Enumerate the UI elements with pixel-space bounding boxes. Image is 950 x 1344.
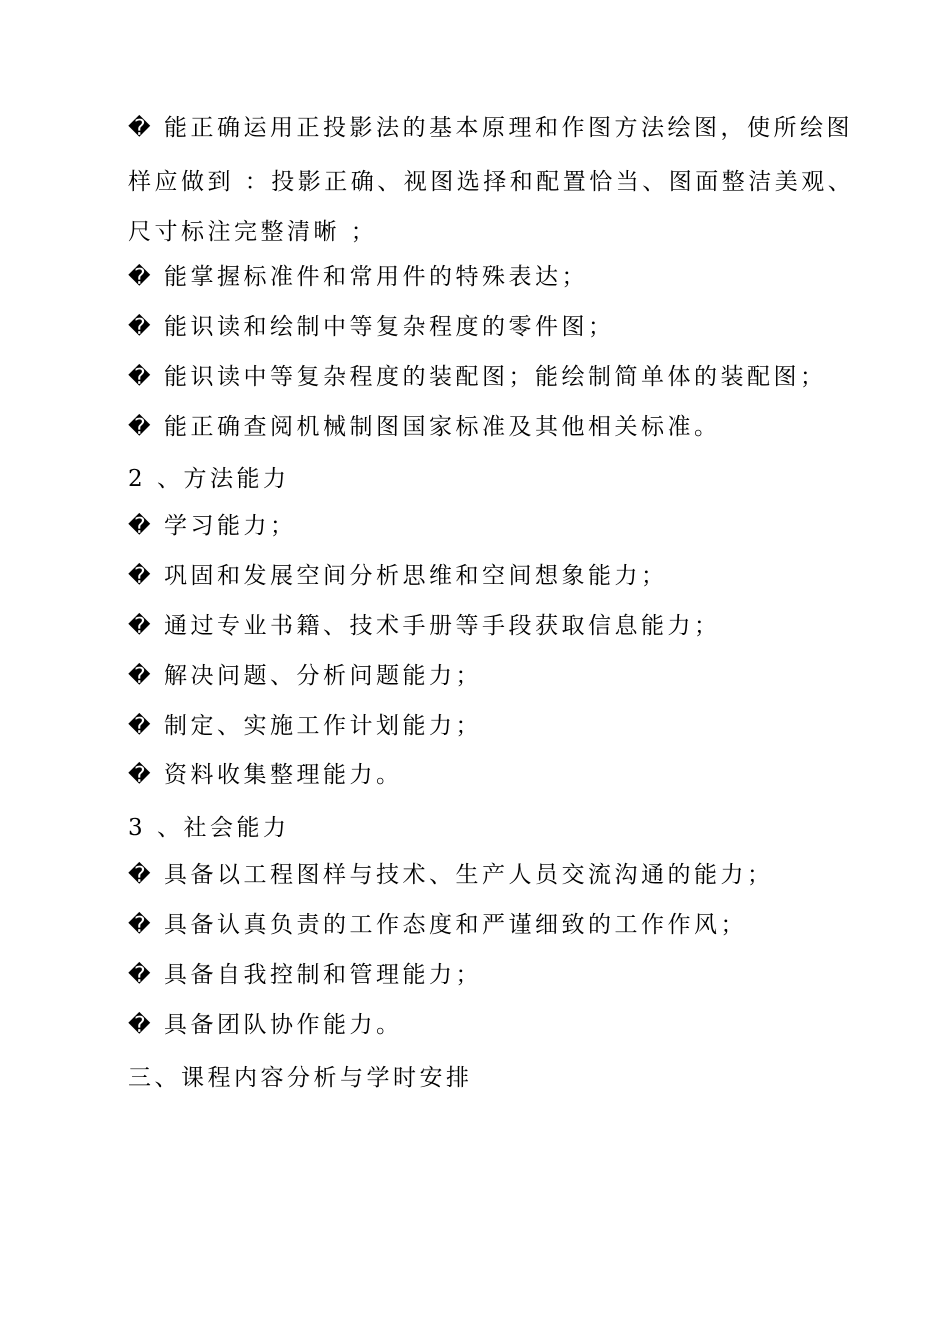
bullet-icon: � — [128, 714, 151, 739]
bullet-item-continuation — [128, 167, 854, 197]
bullet-icon: � — [128, 265, 151, 290]
line-text: 能正确运用正投影法的基本原理和作图方法绘图，使所绘图 — [164, 115, 853, 141]
bullet-icon: � — [128, 863, 151, 888]
bullet-icon: � — [128, 1013, 151, 1038]
line-text: 样应做到 ：投影正确、视图选择和配置恰当、图面整洁美观、 — [128, 169, 855, 195]
bullet-icon: � — [128, 514, 151, 539]
line-text: 尺寸标注完整清晰 ； — [128, 219, 378, 245]
line-text: 资料收集整理能力。 — [164, 762, 403, 788]
line-text: 能识读中等复杂程度的装配图；能绘制简单体的装配图； — [164, 364, 827, 390]
bullet-icon: � — [128, 315, 151, 340]
section-heading — [128, 813, 289, 843]
line-text: 巩固和发展空间分析思维和空间想象能力； — [164, 563, 668, 589]
bullet-item — [128, 760, 403, 790]
bullet-item — [128, 561, 668, 591]
bullet-item — [128, 1010, 403, 1040]
line-text: 能正确查阅机械制图国家标准及其他相关标准。 — [164, 414, 721, 440]
bullet-icon: � — [128, 564, 151, 589]
bullet-icon: � — [128, 365, 151, 390]
bullet-item — [128, 511, 297, 541]
line-text: 制定、实施工作计划能力； — [164, 713, 482, 739]
bullet-item — [128, 113, 853, 143]
line-text: 能识读和绘制中等复杂程度的零件图； — [164, 314, 615, 340]
section-heading — [128, 464, 289, 494]
bullet-item — [128, 412, 721, 442]
bullet-icon: � — [128, 963, 151, 988]
line-text: 具备认真负责的工作态度和严谨细致的工作作风； — [164, 912, 747, 938]
line-text: 能掌握标准件和常用件的特殊表达； — [164, 264, 588, 290]
line-text: 通过专业书籍、技术手册等手段获取信息能力； — [164, 613, 721, 639]
line-text: 学习能力； — [164, 513, 297, 539]
bullet-item — [128, 960, 482, 990]
bullet-icon: � — [128, 415, 151, 440]
bullet-item — [128, 910, 747, 940]
line-text: 解决问题、分析问题能力； — [164, 663, 482, 689]
line-text: 具备团队协作能力。 — [164, 1012, 403, 1038]
bullet-icon: � — [128, 763, 151, 788]
bullet-item — [128, 262, 588, 292]
bullet-item — [128, 611, 721, 641]
section-heading — [128, 1063, 473, 1093]
bullet-item — [128, 661, 482, 691]
bullet-icon: � — [128, 614, 151, 639]
bullet-icon: � — [128, 664, 151, 689]
bullet-item — [128, 711, 482, 741]
bullet-item-continuation — [128, 217, 377, 247]
bullet-item — [128, 860, 774, 890]
bullet-item — [128, 362, 827, 392]
line-text: 具备自我控制和管理能力； — [164, 962, 482, 988]
line-text: 3 、社会能力 — [128, 815, 290, 841]
line-text: 具备以工程图样与技术、生产人员交流沟通的能力； — [164, 862, 774, 888]
line-text: 三、课程内容分析与学时安排 — [128, 1065, 473, 1091]
bullet-icon: � — [128, 116, 151, 141]
bullet-item — [128, 312, 615, 342]
bullet-icon: � — [128, 913, 151, 938]
line-text: 2 、方法能力 — [128, 466, 290, 492]
